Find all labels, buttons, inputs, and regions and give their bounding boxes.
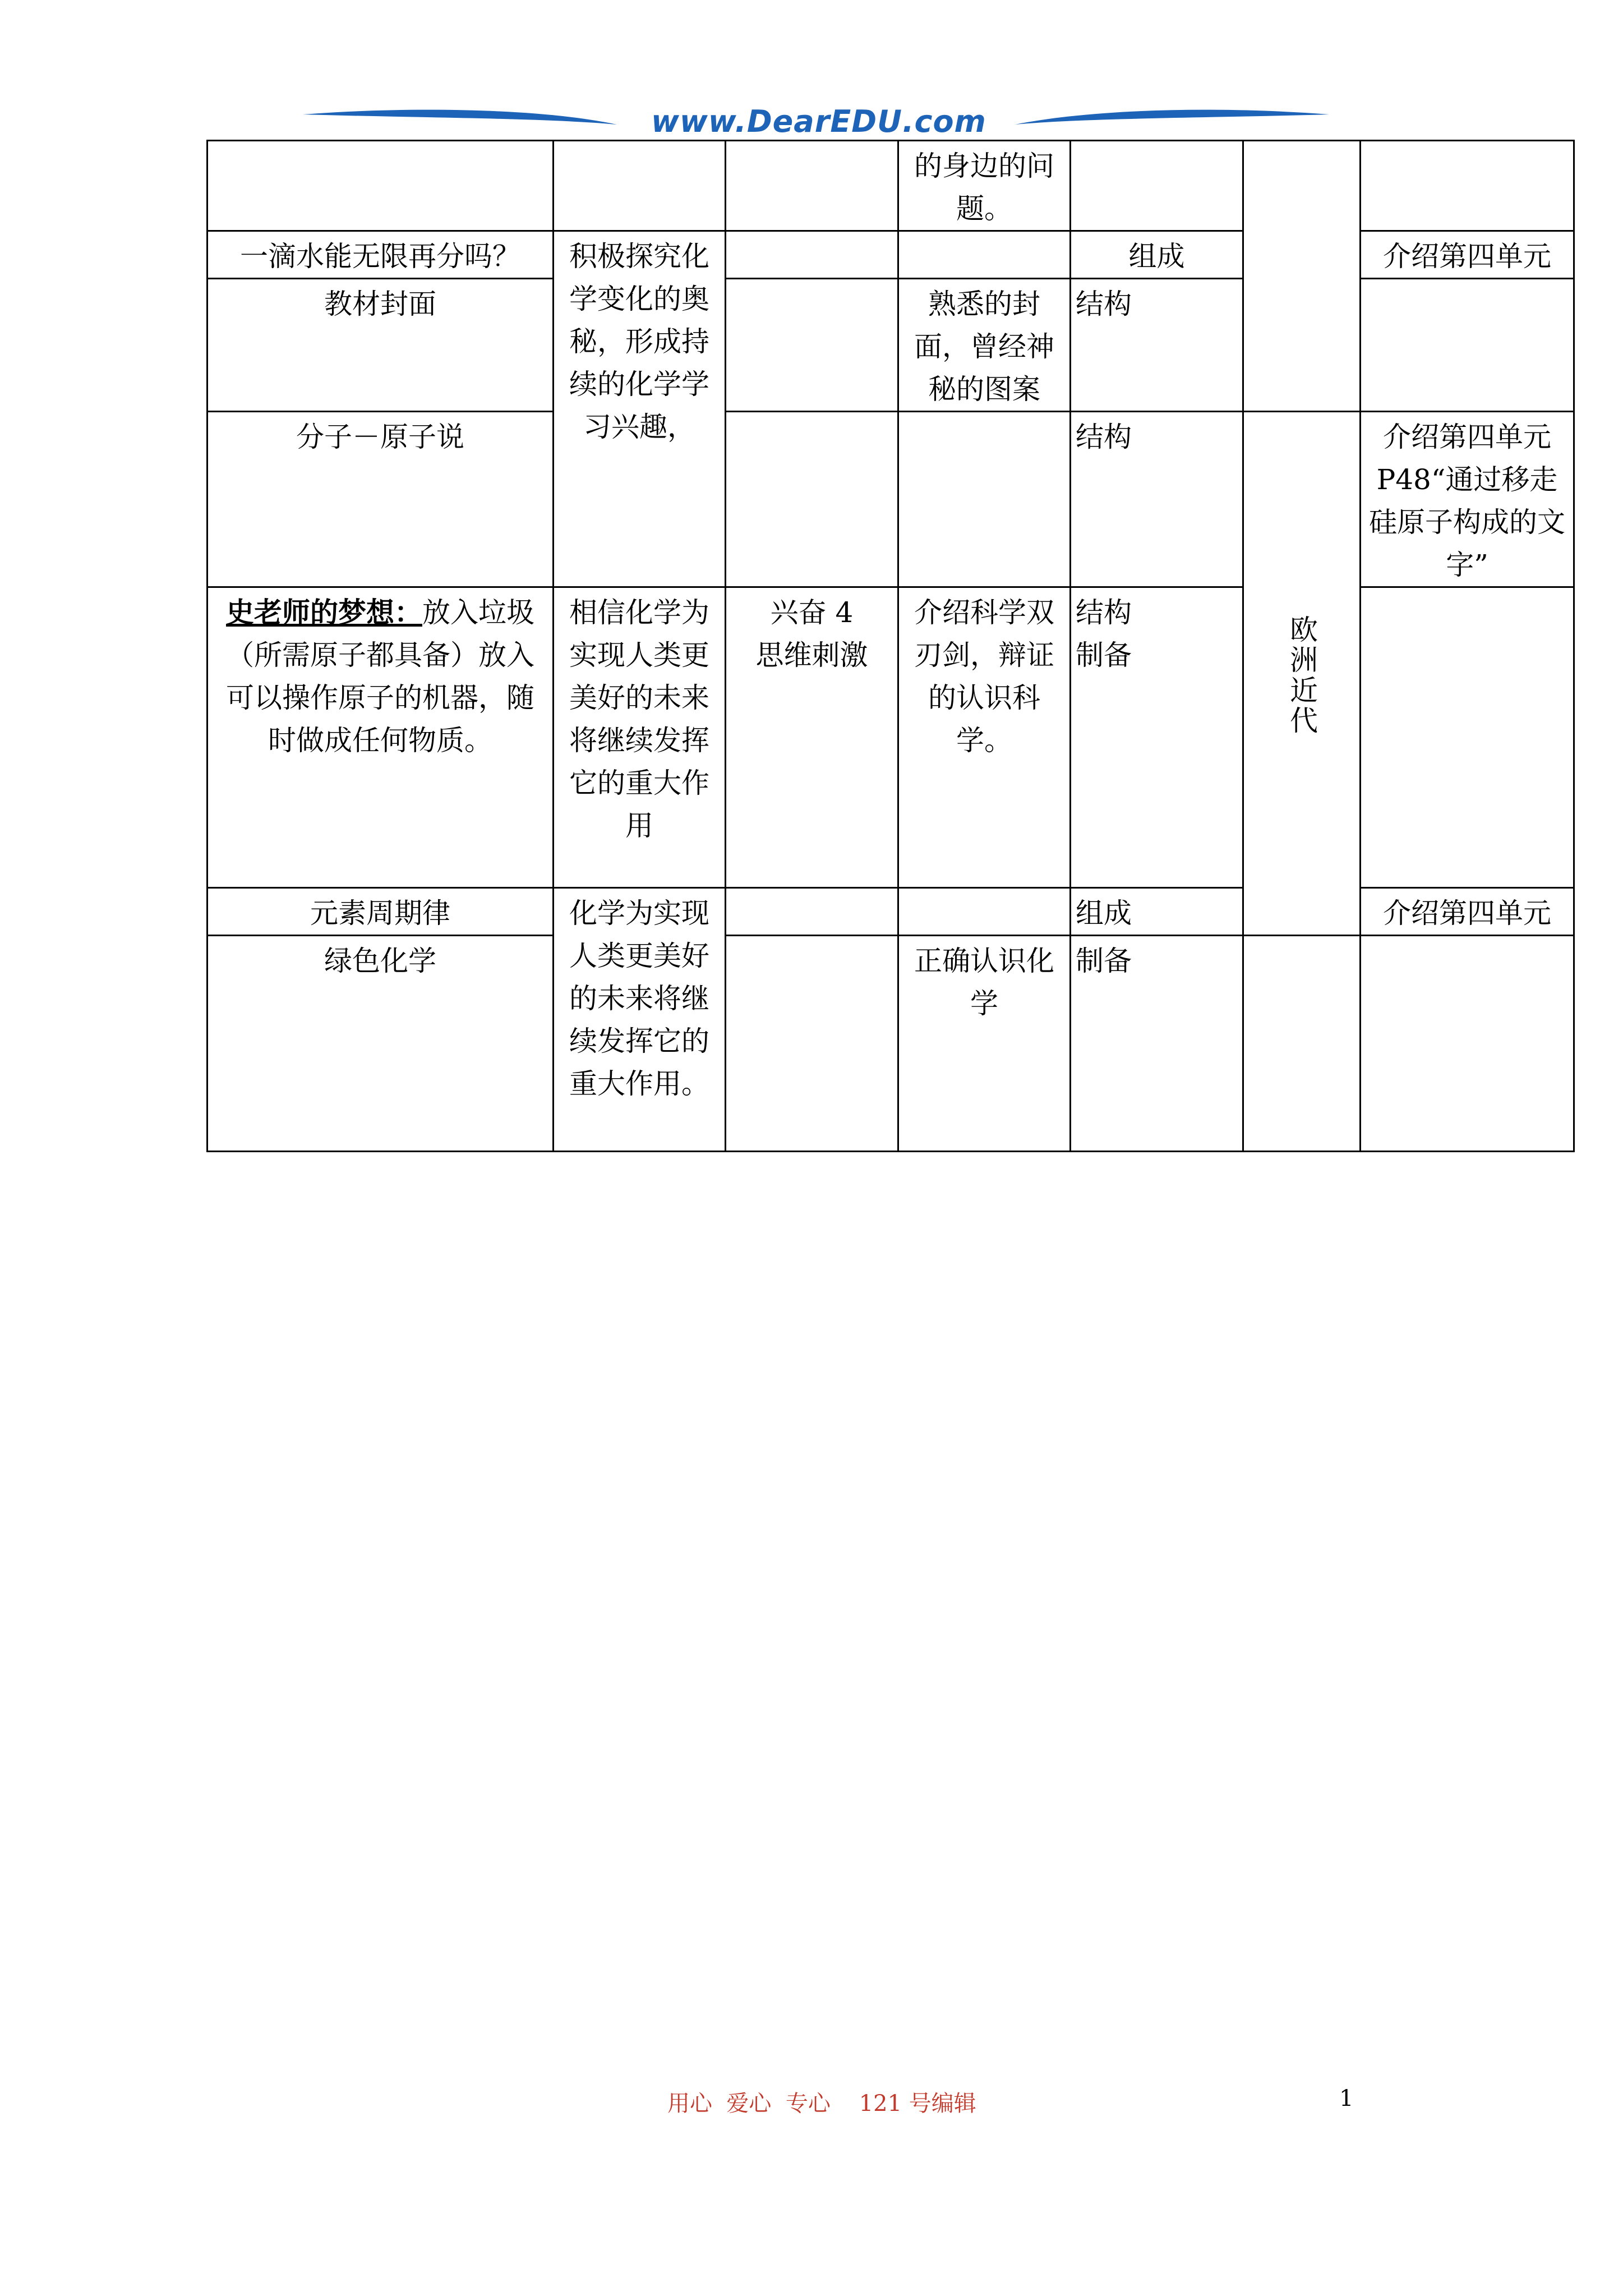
table-cell: 元素周期律 [208,888,554,936]
footer-text: 用心 爱心 专心 121 号编辑 [667,2091,976,2116]
table-row [208,231,1574,279]
bold-underlined-label: 史老师的梦想： [226,596,422,629]
site-logo[interactable]: www.DearEDU.com [651,104,986,139]
cell-text: 放入垃圾（所需原子都具备）放入可以操作原子的机器，随时做成任何物质。 [226,596,534,757]
table-cell: 化学为实现人类更美好的未来将继续发挥它的重大作用。 [554,888,726,1152]
table-cell: 积极探究化学变化的奥秘，形成持续的化学学习兴趣， [554,231,726,587]
table-cell [726,231,898,279]
table-cell: 熟悉的封面，曾经神秘的图案 [898,279,1071,412]
table-cell [726,279,898,412]
table-row [208,587,1574,888]
table-row [208,412,1574,587]
table-cell [1361,936,1574,1152]
table-cell [898,231,1071,279]
table-row [208,141,1574,231]
table-cell: 的身边的问题。 [898,141,1071,231]
table-cell [1243,141,1361,412]
table-cell [1361,587,1574,888]
vertical-label: 欧洲近代 [1285,614,1318,736]
table-cell: 介绍科学双刃剑，辩证的认识科学。 [898,587,1071,888]
table-cell: 介绍第四单元 [1361,888,1574,936]
table-cell [726,141,898,231]
table-row [208,888,1574,936]
table-cell [1361,279,1574,412]
table-cell: 相信化学为实现人类更美好的未来将继续发挥它的重大作用 [554,587,726,888]
table-cell [726,888,898,936]
table-cell: 介绍第四单元 [1361,231,1574,279]
table-cell [1361,141,1574,231]
table-cell: 结构 制备 [1071,587,1243,888]
page-number: 1 [1339,2086,1354,2111]
table-cell: 组成 [1071,888,1243,936]
table-cell: 正确认识化学 [898,936,1071,1152]
table-cell [208,141,554,231]
table-cell: 一滴水能无限再分吗？ [208,231,554,279]
table-cell: 兴奋 4 思维刺激 [726,587,898,888]
table-cell [726,936,898,1152]
table-cell [1243,412,1361,936]
table-cell [898,888,1071,936]
table-cell: 介绍第四单元P48“通过移走硅原子构成的文字” [1361,412,1574,587]
table-cell: 结构 [1071,279,1243,412]
table-cell [1071,141,1243,231]
table-cell [208,587,554,888]
table-cell [898,412,1071,587]
table-cell: 教材封面 [208,279,554,412]
lesson-table [206,140,1575,1152]
table-cell [1243,936,1361,1152]
table-cell: 制备 [1071,936,1243,1152]
table-cell: 绿色化学 [208,936,554,1152]
table-row [208,936,1574,1152]
header-banner [303,102,1329,141]
table-row [208,279,1574,412]
table-cell: 结构 [1071,412,1243,587]
table-cell: 组成 [1071,231,1243,279]
table-cell [554,141,726,231]
table-cell: 分子－原子说 [208,412,554,587]
table-cell [726,412,898,587]
